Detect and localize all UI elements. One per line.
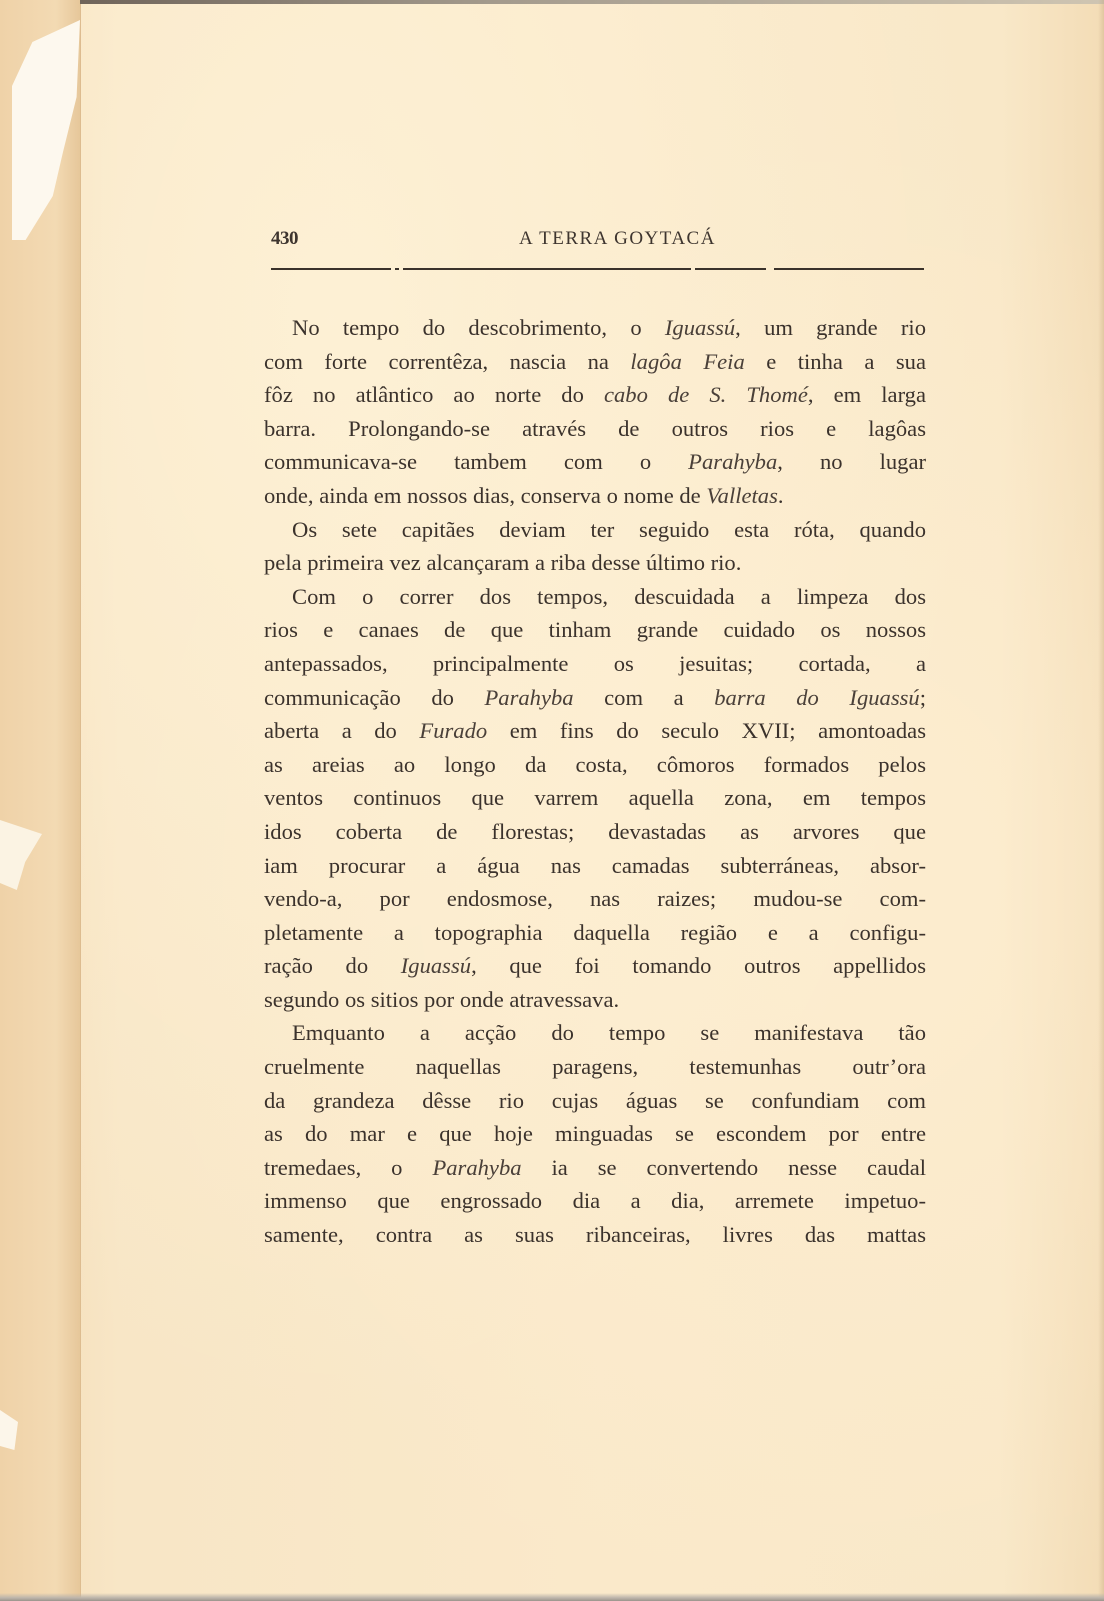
text-run: .: [777, 482, 784, 508]
text-run: com forte correntêza, nascia na: [264, 348, 631, 374]
text-run: ração do: [264, 953, 401, 979]
text-run: pela primeira vez alcançaram a riba desse último rio.: [264, 550, 742, 576]
text-line: [264, 378, 926, 412]
text-run: rios e canaes de que tinham grande cuidado os nossos: [264, 617, 926, 643]
text-run: No tempo do descobrimento, o: [292, 315, 665, 340]
text-run: iam procurar a água nas camadas subterráneas, absor-: [264, 852, 926, 878]
text-line: [264, 882, 926, 916]
text-run: com a: [573, 684, 715, 710]
text-line: [264, 580, 926, 614]
text-run: onde, ainda em nossos dias, conserva o nome de: [264, 482, 707, 508]
page-top-edge: [80, 0, 1104, 4]
page-bottom-edge: [0, 1593, 1104, 1601]
text-run: tremedaes, o: [264, 1154, 433, 1180]
italic-place-name: Iguassú: [400, 953, 472, 979]
text-line: [264, 1117, 926, 1151]
text-run: Com o correr dos tempos, descuidada a limpeza dos: [292, 583, 926, 609]
text-run: vendo-a, por endosmose, nas raizes; mudou-se com-: [264, 886, 926, 912]
text-line: [264, 815, 926, 849]
text-run: immenso que engrossado dia a dia, arremete impetuo-: [264, 1188, 926, 1214]
italic-place-name: Iguassú: [664, 315, 736, 340]
text-run: , que foi tomando outros appellidos: [471, 953, 927, 979]
text-line: [264, 1016, 926, 1050]
page-right-edge: [1098, 0, 1104, 1601]
text-run: Emquanto a acção do tempo se manifestava tão: [292, 1020, 926, 1046]
text-run: idos coberta de florestas; devastadas as arvores que: [264, 818, 926, 844]
paragraph: [264, 513, 926, 580]
text-run: ia se convertendo nesse caudal: [521, 1154, 926, 1180]
text-run: , no lugar: [777, 449, 927, 475]
text-run: fôz no atlântico ao norte do: [264, 382, 604, 408]
text-line: [264, 949, 926, 983]
text-run: da grandeza dêsse rio cujas águas se confundiam com: [264, 1087, 926, 1113]
italic-place-name: lagôa Feia: [630, 348, 745, 374]
text-run: cruelmente naquellas paragens, testemunhas outr’ora: [264, 1054, 926, 1080]
italic-place-name: Parahyba: [688, 449, 778, 475]
text-line: [264, 412, 926, 446]
text-line: [264, 714, 926, 748]
text-run: antepassados, principalmente os jesuitas; cortada, a: [264, 650, 926, 676]
text-line: [264, 983, 926, 1017]
text-line: [264, 1218, 926, 1252]
text-run: ventos continuos que varrem aquella zona, em tempos: [264, 785, 926, 811]
paragraph: [264, 1016, 926, 1251]
text-run: samente, contra as suas ribanceiras, livres das mattas: [264, 1222, 926, 1248]
running-title: A TERRA GOYTACÁ: [519, 228, 716, 249]
paragraph: [264, 580, 926, 1017]
running-header: [271, 228, 924, 258]
page-number: 430: [271, 228, 298, 249]
text-line: [264, 781, 926, 815]
text-run: em fins do seculo XVII; amontoadas: [487, 718, 927, 744]
text-line: [264, 916, 926, 950]
text-run: , um grande rio: [735, 315, 926, 340]
text-line: [264, 613, 926, 647]
text-line: [264, 1050, 926, 1084]
text-run: communicava-se tambem com o: [264, 449, 689, 475]
text-run: communicação do: [264, 684, 485, 710]
text-run: e tinha a sua: [744, 348, 926, 374]
italic-place-name: Parahyba: [432, 1154, 522, 1180]
text-run: segundo os sitios por onde atravessava.: [264, 986, 620, 1012]
text-line: [264, 479, 926, 513]
text-line: [264, 1184, 926, 1218]
text-run: as areias ao longo da costa, cômoros formados pelos: [264, 751, 926, 777]
text-run: Os sete capitães deviam ter seguido esta róta, quando: [292, 516, 926, 542]
body-text: [264, 311, 926, 1252]
text-line: [264, 748, 926, 782]
text-line: [264, 647, 926, 681]
italic-place-name: Parahyba: [484, 684, 574, 710]
text-run: pletamente a topographia daquella região e a configu-: [264, 919, 926, 945]
text-run: ;: [919, 684, 926, 710]
left-margin-fold: [0, 0, 81, 1601]
text-run: barra. Prolongando-se através de outros rios e lagôas: [264, 415, 926, 441]
text-run: as do mar e que hoje minguadas se escondem por entre: [264, 1121, 926, 1147]
text-line: [264, 311, 926, 345]
italic-place-name: barra do Iguassú: [714, 684, 920, 710]
italic-place-name: cabo de S. Thomé: [603, 382, 808, 408]
text-line: [264, 513, 926, 547]
text-line: [264, 445, 926, 479]
paragraph: [264, 311, 926, 513]
text-line: [264, 849, 926, 883]
header-rule: [271, 268, 924, 270]
italic-place-name: Valletas: [706, 482, 778, 508]
text-line: [264, 681, 926, 715]
text-line: [264, 546, 926, 580]
text-line: [264, 345, 926, 379]
text-line: [264, 1151, 926, 1185]
text-run: aberta a do: [264, 718, 420, 744]
text-run: , em larga: [807, 382, 927, 408]
italic-place-name: Furado: [419, 718, 488, 744]
text-line: [264, 1084, 926, 1118]
